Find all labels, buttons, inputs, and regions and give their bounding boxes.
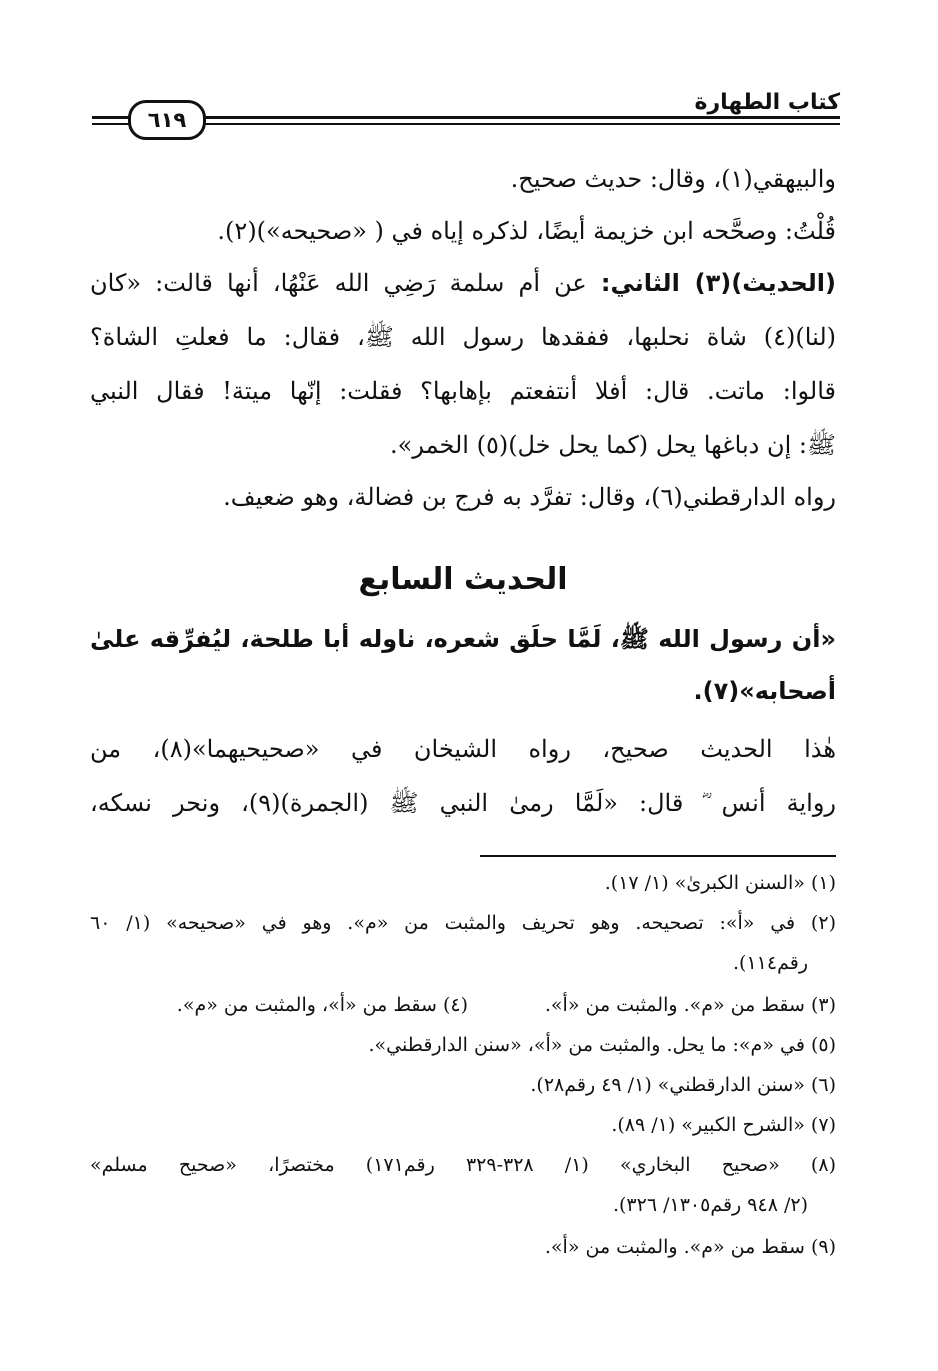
body-line: والبيهقي(١)، وقال: حديث صحيح. [510,165,836,193]
body-line: قُلْتُ: وصحَّحه ابن خزيمة أيضًا، لذكره إياه في ( «صحيحه»)(٢). [217,217,836,245]
footnote: (٧) «الشرح الكبير» (١/ ٨٩). [611,1114,836,1136]
page-number: ٦١٩ [128,100,206,140]
hadith-line: أصحابه»(٧). [693,677,836,705]
body-line: هٰذا الحديث صحيح، رواه الشيخان في «صحيحيهما»(٨)، من [90,735,836,763]
body-line: ﷺ: إن دباغها يحل (كما يحل خل)(٥) الخمر». [390,431,836,459]
body-line: (لنا)(٤) شاة نحلبها، ففقدها رسول الله ﷺ، فقال: ما فعلتِ الشاة؟ [90,323,836,351]
footnote: (١) «السنن الكبرىٰ» (١/ ١٧). [604,872,836,894]
footnote-continuation: رقم١١٤). [733,952,808,974]
footnote: (٤) سقط من «أ»، والمثبت من «م». [176,994,468,1016]
footnote: (٥) في «م»: ما يحل. والمثبت من «أ»، «سنن الدارقطني». [368,1034,836,1056]
footnote-separator [480,855,836,857]
footnote: (٢) في «أ»: تصحيحه. وهو تحريف والمثبت من «م». وهو في «صحيحه» (١/ ٦٠ [90,912,836,934]
footnote: (٣) سقط من «م». والمثبت من «أ». [544,994,836,1016]
body-text [90,165,836,565]
body-line-rest: عن أم سلمة رَضِي الله عَنْهُا، أنها قالت: «كان [90,269,587,297]
footnote: (٨) «صحيح البخاري» (١/ ٣٢٨-٣٢٩ رقم١٧١) مختصرًا، «صحيح مسلم» [90,1154,836,1176]
hadith-line: «أن رسول الله ﷺ، لَمَّا حلَق شعره، ناوله أبا طلحة، ليُفرِّقه علىٰ [90,625,836,653]
footnote-continuation: (٢/ ٩٤٨ رقم١٣٠٥/ ٣٢٦). [612,1194,808,1216]
page-header [92,92,840,138]
body-line: رواه الدارقطني(٦)، وقال: تفرَّد به فرج بن فضالة، وهو ضعيف. [223,483,836,511]
footnote: (٦) «سنن الدارقطني» (١/ ٤٩ رقم٢٨). [530,1074,836,1096]
footnote: (٩) سقط من «م». والمثبت من «أ». [544,1236,836,1258]
chapter-title: كتاب الطهارة [681,90,840,115]
section-heading: الحديث السابع [358,562,568,597]
hadith-label: (الحديث)(٣) الثاني: [600,269,836,297]
body-line: قالوا: ماتت. قال: أفلا أنتفعتم بإهابها؟ فقلت: إنّها ميتة! فقال النبي [90,377,836,405]
section-text [90,625,836,845]
body-line: رواية أنس ؓ قال: «لَمَّا رمىٰ النبي ﷺ (الجمرة)(٩)، ونحر نسكه، [90,789,837,817]
body-line [90,269,836,298]
